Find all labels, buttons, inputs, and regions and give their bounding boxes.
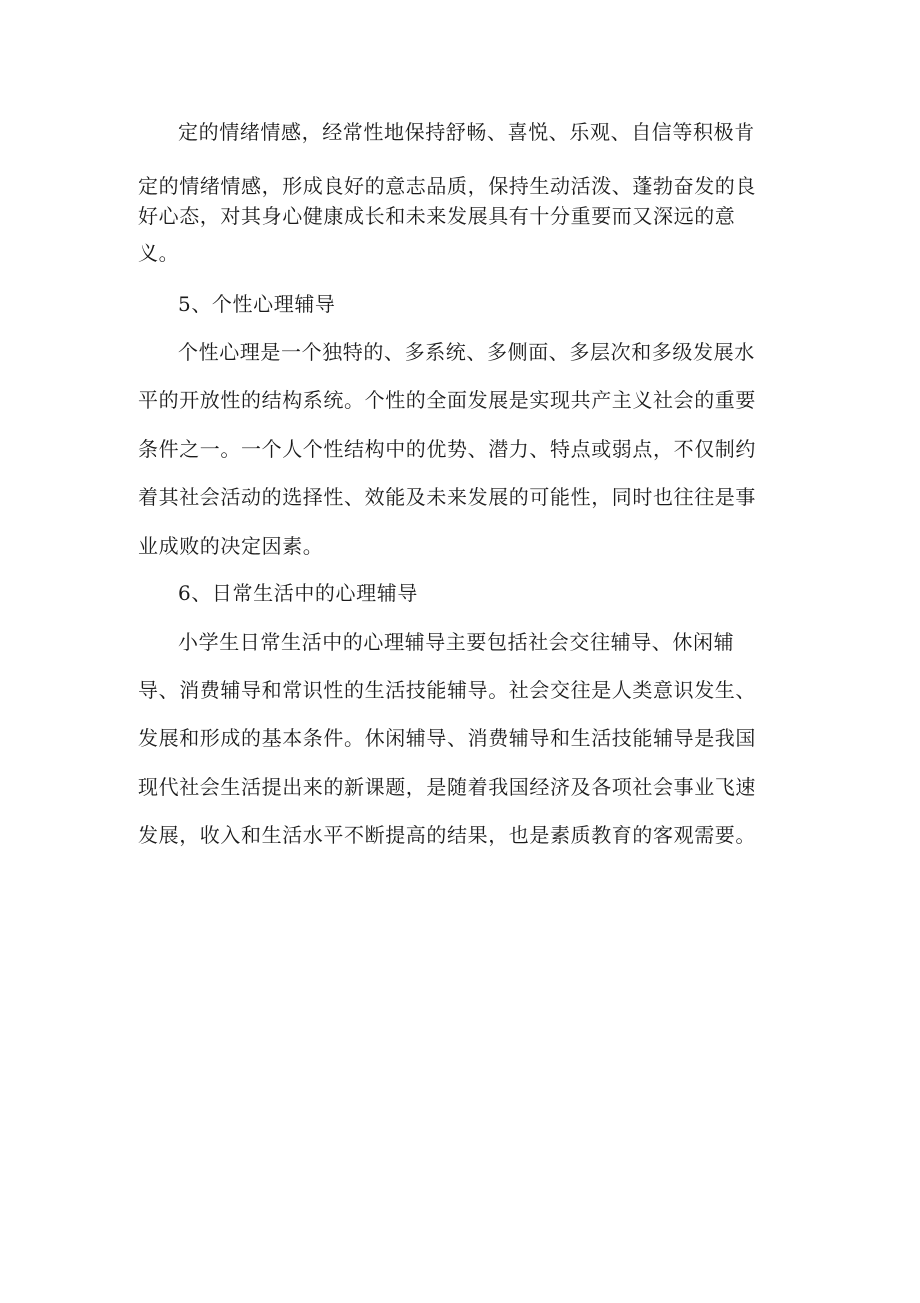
paragraph-line: 现代社会生活提出来的新课题，是随着我国经济及各项社会事业飞速 bbox=[138, 775, 756, 799]
paragraph-line: 导、消费辅导和常识性的生活技能辅导。社会交往是人类意识发生、 bbox=[138, 678, 756, 702]
paragraph-line: 平的开放性的结构系统。个性的全面发展是实现共产主义社会的重要 bbox=[138, 388, 756, 412]
section-heading: 5、个性心理辅导 bbox=[178, 292, 336, 316]
paragraph-line: 业成败的决定因素。 bbox=[138, 534, 324, 558]
paragraph-line: 发展和形成的基本条件。休闲辅导、消费辅导和生活技能辅导是我国 bbox=[138, 726, 756, 750]
paragraph-line: 发展，收入和生活水平不断提高的结果，也是素质教育的客观需要。 bbox=[138, 823, 756, 847]
paragraph-line: 义。 bbox=[138, 241, 180, 265]
paragraph-line: 个性心理是一个独特的、多系统、多侧面、多层次和多级发展水 bbox=[178, 340, 755, 364]
paragraph-line: 小学生日常生活中的心理辅导主要包括社会交往辅导、休闲辅 bbox=[178, 630, 735, 654]
paragraph-line: 定的情绪情感，经常性地保持舒畅、喜悦、乐观、自信等积极肯 bbox=[178, 120, 755, 144]
paragraph-line: 条件之一。一个人个性结构中的优势、潜力、特点或弱点，不仅制约 bbox=[138, 437, 756, 461]
paragraph-line: 好心态，对其身心健康成长和未来发展具有十分重要而又深远的意 bbox=[138, 204, 736, 228]
paragraph-line: 着其社会活动的选择性、效能及未来发展的可能性，同时也往往是事 bbox=[138, 485, 756, 509]
paragraph-line: 定的情绪情感，形成良好的意志品质，保持生动活泼、蓬勃奋发的良 bbox=[138, 174, 756, 198]
section-heading: 6、日常生活中的心理辅导 bbox=[178, 581, 418, 605]
